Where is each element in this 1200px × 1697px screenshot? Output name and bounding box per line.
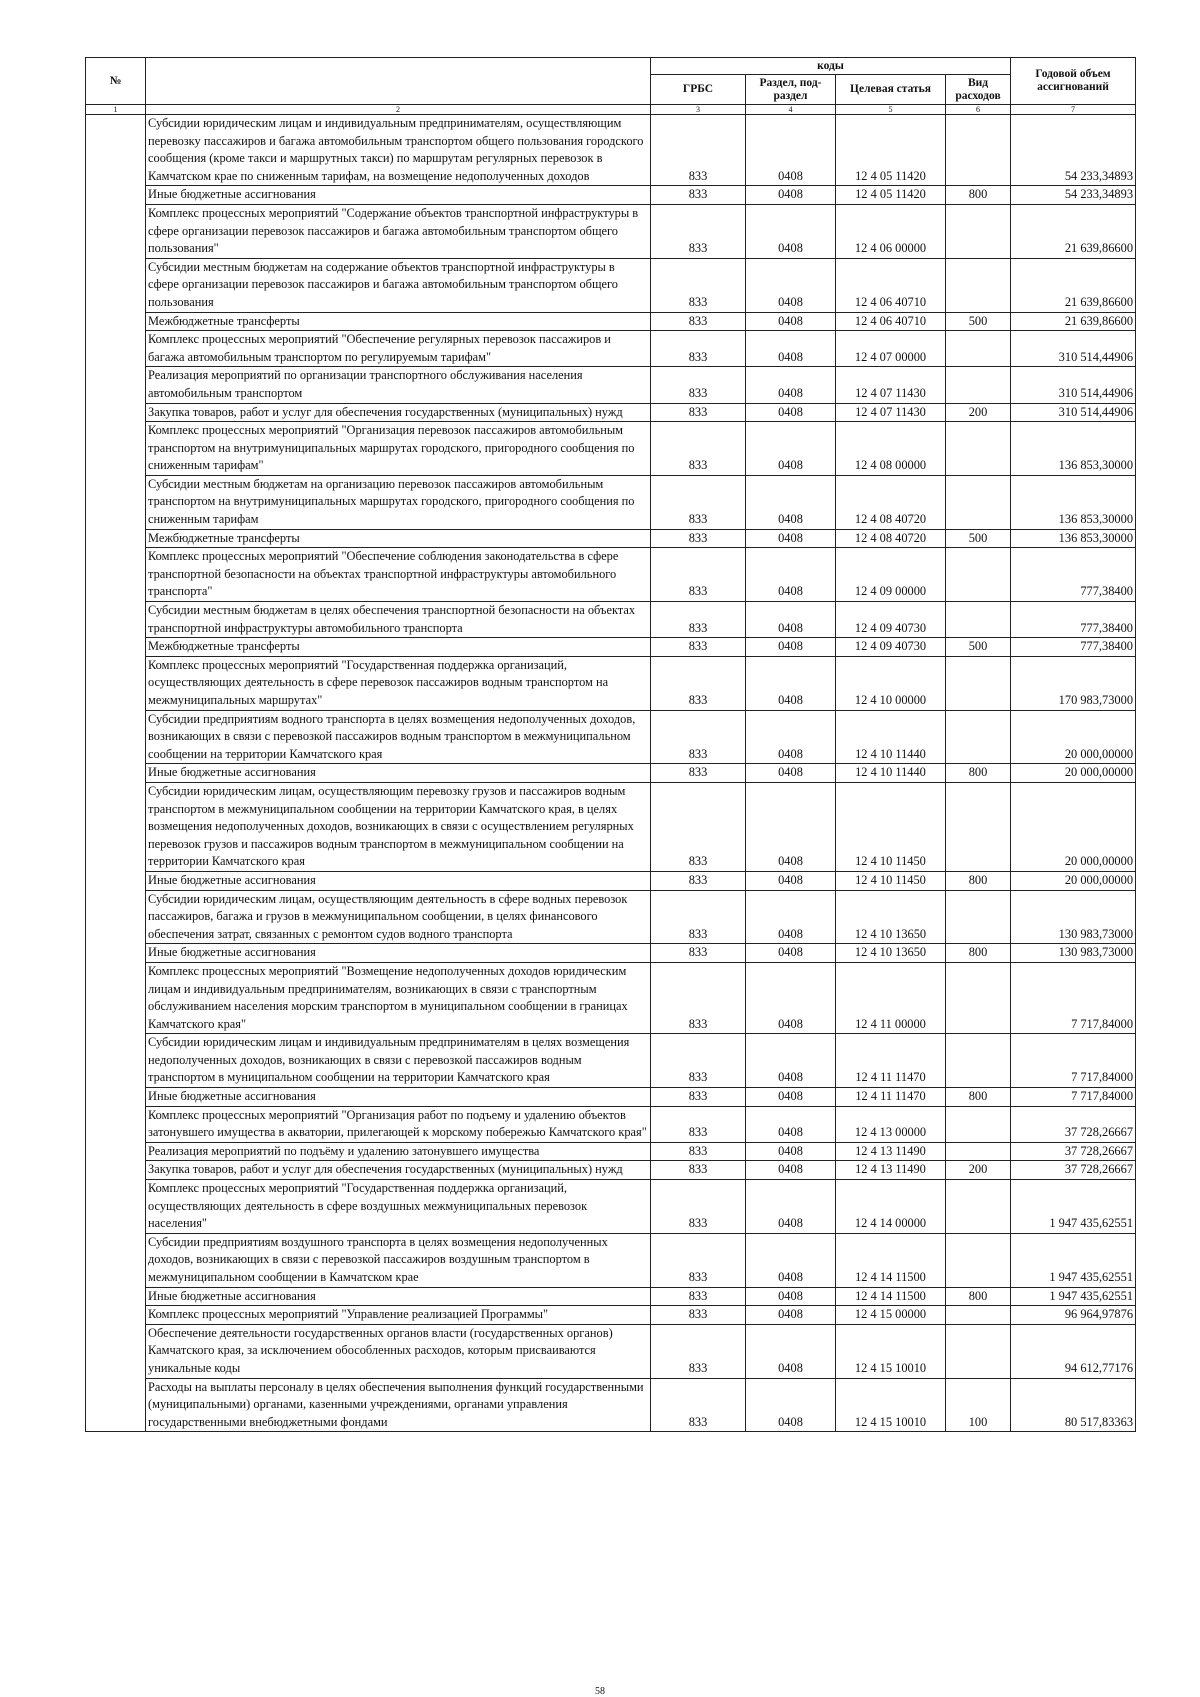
cell-grbs: 833 <box>651 1088 746 1107</box>
cell-annual-volume: 310 514,44906 <box>1011 367 1136 403</box>
cell-grbs: 833 <box>651 403 746 422</box>
header-name <box>146 58 651 105</box>
cell-number <box>86 548 146 602</box>
table-row <box>86 656 1136 710</box>
col-number-6: 6 <box>946 105 1011 115</box>
table-row <box>86 367 1136 403</box>
cell-razdel: 0408 <box>746 962 836 1033</box>
cell-target-article: 12 4 15 10010 <box>836 1324 946 1378</box>
cell-annual-volume: 94 612,77176 <box>1011 1324 1136 1378</box>
cell-annual-volume: 21 639,86600 <box>1011 258 1136 312</box>
cell-expense-type <box>946 331 1011 367</box>
cell-number <box>86 602 146 638</box>
cell-target-article: 12 4 07 00000 <box>836 331 946 367</box>
cell-target-article: 12 4 14 11500 <box>836 1287 946 1306</box>
cell-number <box>86 1378 146 1432</box>
table-row <box>86 529 1136 548</box>
cell-expense-type: 200 <box>946 1161 1011 1180</box>
cell-number <box>86 890 146 944</box>
cell-razdel: 0408 <box>746 871 836 890</box>
cell-grbs: 833 <box>651 1287 746 1306</box>
cell-grbs: 833 <box>651 422 746 476</box>
table-row <box>86 548 1136 602</box>
cell-grbs: 833 <box>651 186 746 205</box>
cell-target-article: 12 4 10 11440 <box>836 710 946 764</box>
cell-name: Закупка товаров, работ и услуг для обеспечения государственных (муниципальных) нужд <box>146 1161 651 1180</box>
table-row <box>86 764 1136 783</box>
cell-annual-volume: 54 233,34893 <box>1011 186 1136 205</box>
cell-expense-type <box>946 258 1011 312</box>
cell-expense-type <box>946 367 1011 403</box>
cell-target-article: 12 4 10 11450 <box>836 782 946 871</box>
col-number-2: 2 <box>146 105 651 115</box>
cell-expense-type <box>946 1233 1011 1287</box>
budget-table-sheet <box>85 57 1135 1432</box>
cell-number <box>86 764 146 783</box>
cell-target-article: 12 4 06 40710 <box>836 258 946 312</box>
cell-target-article: 12 4 15 10010 <box>836 1378 946 1432</box>
cell-number <box>86 312 146 331</box>
cell-annual-volume: 20 000,00000 <box>1011 764 1136 783</box>
cell-grbs: 833 <box>651 638 746 657</box>
col-number-4: 4 <box>746 105 836 115</box>
cell-name: Комплекс процессных мероприятий "Государственная поддержка организаций, осуществляющих деятельность в сфере перевозок пассажиров водным транспортом на межмуниципальных маршрутах" <box>146 656 651 710</box>
cell-grbs: 833 <box>651 656 746 710</box>
cell-annual-volume: 777,38400 <box>1011 602 1136 638</box>
cell-name: Субсидии предприятиям водного транспорта в целях возмещения недополученных доходов, возникающих в связи с перевозкой пассажиров водным транспортом в межмуниципальном сообщении на территории Камчатского края <box>146 710 651 764</box>
table-row <box>86 890 1136 944</box>
cell-annual-volume: 170 983,73000 <box>1011 656 1136 710</box>
cell-number <box>86 1088 146 1107</box>
cell-annual-volume: 136 853,30000 <box>1011 529 1136 548</box>
cell-name: Комплекс процессных мероприятий "Государственная поддержка организаций, осуществляющих деятельность в сфере воздушных межмуниципальных перевозок населения" <box>146 1180 651 1234</box>
cell-name: Иные бюджетные ассигнования <box>146 1287 651 1306</box>
cell-annual-volume: 1 947 435,62551 <box>1011 1180 1136 1234</box>
cell-grbs: 833 <box>651 548 746 602</box>
cell-razdel: 0408 <box>746 1161 836 1180</box>
table-row <box>86 312 1136 331</box>
cell-name: Комплекс процессных мероприятий "Возмещение недополученных доходов юридическим лицам и индивидуальным предпринимателям, возникающих в связи с транспортным обслуживанием населения морским транспортом в муниципальном сообщении в границах Камчатского края" <box>146 962 651 1033</box>
cell-number <box>86 1287 146 1306</box>
cell-annual-volume: 7 717,84000 <box>1011 962 1136 1033</box>
cell-name: Субсидии юридическим лицам и индивидуальным предпринимателям в целях возмещения недополученных доходов, возникающих в связи с перевозкой пассажиров водным транспортом в муниципальном сообщении на территории Камчатского края <box>146 1034 651 1088</box>
cell-expense-type <box>946 1324 1011 1378</box>
cell-annual-volume: 54 233,34893 <box>1011 115 1136 186</box>
cell-grbs: 833 <box>651 1142 746 1161</box>
cell-expense-type <box>946 1106 1011 1142</box>
cell-razdel: 0408 <box>746 1088 836 1107</box>
cell-number <box>86 710 146 764</box>
cell-grbs: 833 <box>651 1034 746 1088</box>
table-row <box>86 602 1136 638</box>
cell-annual-volume: 1 947 435,62551 <box>1011 1233 1136 1287</box>
cell-target-article: 12 4 09 40730 <box>836 638 946 657</box>
cell-razdel: 0408 <box>746 331 836 367</box>
cell-razdel: 0408 <box>746 115 836 186</box>
cell-razdel: 0408 <box>746 258 836 312</box>
header-vid: Вид расходов <box>946 75 1011 105</box>
table-row <box>86 1180 1136 1234</box>
table-row <box>86 258 1136 312</box>
cell-razdel: 0408 <box>746 1324 836 1378</box>
table-row <box>86 1287 1136 1306</box>
table-body <box>86 115 1136 1432</box>
cell-name: Субсидии юридическим лицам и индивидуальным предпринимателям, осуществляющим перевозку пассажиров и багажа автомобильным транспортом общего пользования городского сообщения (кроме такси и маршрутных такси) по маршрутам регулярных перевозок в Камчатском крае по сниженным тарифам, на возмещение недополученных доходов <box>146 115 651 186</box>
cell-razdel: 0408 <box>746 1233 836 1287</box>
cell-grbs: 833 <box>651 1161 746 1180</box>
cell-grbs: 833 <box>651 475 746 529</box>
cell-expense-type: 100 <box>946 1378 1011 1432</box>
header-number: № <box>86 58 146 105</box>
cell-grbs: 833 <box>651 258 746 312</box>
cell-name: Субсидии юридическим лицам, осуществляющим перевозку грузов и пассажиров водным транспортом в межмуниципальном сообщении на территории Камчатского края, в целях возмещения недополученных доходов, возникающих в связи с осуществлением регулярных перевозок грузов и пассажиров водным транспортом в межмуниципальном сообщении на территории Камчатского края <box>146 782 651 871</box>
table-row <box>86 944 1136 963</box>
table-row <box>86 1324 1136 1378</box>
header-codes: коды <box>651 58 1011 75</box>
cell-annual-volume: 20 000,00000 <box>1011 710 1136 764</box>
table-row <box>86 331 1136 367</box>
cell-expense-type: 800 <box>946 764 1011 783</box>
cell-razdel: 0408 <box>746 529 836 548</box>
cell-target-article: 12 4 09 40730 <box>836 602 946 638</box>
cell-annual-volume: 37 728,26667 <box>1011 1106 1136 1142</box>
cell-target-article: 12 4 08 40720 <box>836 475 946 529</box>
cell-expense-type <box>946 602 1011 638</box>
cell-grbs: 833 <box>651 1233 746 1287</box>
cell-number <box>86 529 146 548</box>
cell-expense-type <box>946 1180 1011 1234</box>
cell-number <box>86 367 146 403</box>
table-row <box>86 710 1136 764</box>
cell-razdel: 0408 <box>746 475 836 529</box>
cell-annual-volume: 130 983,73000 <box>1011 944 1136 963</box>
cell-name: Межбюджетные трансферты <box>146 312 651 331</box>
table-row <box>86 1088 1136 1107</box>
cell-annual-volume: 21 639,86600 <box>1011 312 1136 331</box>
cell-grbs: 833 <box>651 331 746 367</box>
cell-name: Комплекс процессных мероприятий "Организация работ по подъему и удалению объектов затонувшего имущества в акватории, прилегающей к морскому побережью Камчатского края" <box>146 1106 651 1142</box>
cell-target-article: 12 4 13 11490 <box>836 1161 946 1180</box>
cell-expense-type: 500 <box>946 529 1011 548</box>
cell-razdel: 0408 <box>746 710 836 764</box>
cell-name: Закупка товаров, работ и услуг для обеспечения государственных (муниципальных) нужд <box>146 403 651 422</box>
cell-annual-volume: 37 728,26667 <box>1011 1161 1136 1180</box>
cell-name: Реализация мероприятий по организации транспортного обслуживания населения автомобильным транспортом <box>146 367 651 403</box>
cell-grbs: 833 <box>651 204 746 258</box>
cell-annual-volume: 136 853,30000 <box>1011 475 1136 529</box>
cell-razdel: 0408 <box>746 403 836 422</box>
cell-grbs: 833 <box>651 1378 746 1432</box>
cell-expense-type <box>946 782 1011 871</box>
cell-number <box>86 331 146 367</box>
cell-number <box>86 1161 146 1180</box>
cell-number <box>86 944 146 963</box>
col-number-5: 5 <box>836 105 946 115</box>
cell-grbs: 833 <box>651 962 746 1033</box>
cell-name: Комплекс процессных мероприятий "Обеспечение соблюдения законодательства в сфере транспортной безопасности на объектах транспортной инфраструктуры автомобильного транспорта" <box>146 548 651 602</box>
cell-annual-volume: 1 947 435,62551 <box>1011 1287 1136 1306</box>
cell-grbs: 833 <box>651 890 746 944</box>
table-row <box>86 1106 1136 1142</box>
cell-number <box>86 782 146 871</box>
cell-razdel: 0408 <box>746 656 836 710</box>
cell-number <box>86 1142 146 1161</box>
table-row <box>86 871 1136 890</box>
cell-number <box>86 115 146 186</box>
cell-target-article: 12 4 15 00000 <box>836 1306 946 1325</box>
cell-grbs: 833 <box>651 529 746 548</box>
cell-target-article: 12 4 10 00000 <box>836 656 946 710</box>
cell-target-article: 12 4 06 00000 <box>836 204 946 258</box>
cell-target-article: 12 4 08 00000 <box>836 422 946 476</box>
cell-name: Межбюджетные трансферты <box>146 529 651 548</box>
cell-grbs: 833 <box>651 764 746 783</box>
cell-target-article: 12 4 08 40720 <box>836 529 946 548</box>
cell-number <box>86 1324 146 1378</box>
cell-name: Расходы на выплаты персоналу в целях обеспечения выполнения функций государственными (муниципальными) органами, казенными учреждениями, органами управления государственными внебюджетными фондами <box>146 1378 651 1432</box>
cell-number <box>86 204 146 258</box>
cell-number <box>86 403 146 422</box>
cell-annual-volume: 777,38400 <box>1011 638 1136 657</box>
cell-name: Обеспечение деятельности государственных органов власти (государственных органов) Камчатского края, за исключением обособленных расходов, которым присваиваются уникальные коды <box>146 1324 651 1378</box>
cell-annual-volume: 7 717,84000 <box>1011 1034 1136 1088</box>
cell-annual-volume: 130 983,73000 <box>1011 890 1136 944</box>
cell-razdel: 0408 <box>746 1287 836 1306</box>
col-number-1: 1 <box>86 105 146 115</box>
cell-expense-type <box>946 710 1011 764</box>
cell-number <box>86 475 146 529</box>
cell-grbs: 833 <box>651 602 746 638</box>
cell-grbs: 833 <box>651 1324 746 1378</box>
cell-target-article: 12 4 13 00000 <box>836 1106 946 1142</box>
cell-expense-type <box>946 1034 1011 1088</box>
cell-name: Иные бюджетные ассигнования <box>146 1088 651 1107</box>
col-number-7: 7 <box>1011 105 1136 115</box>
cell-annual-volume: 310 514,44906 <box>1011 403 1136 422</box>
cell-razdel: 0408 <box>746 638 836 657</box>
cell-razdel: 0408 <box>746 204 836 258</box>
cell-expense-type <box>946 962 1011 1033</box>
cell-target-article: 12 4 14 11500 <box>836 1233 946 1287</box>
table-row <box>86 1233 1136 1287</box>
cell-number <box>86 1034 146 1088</box>
cell-expense-type: 500 <box>946 312 1011 331</box>
cell-name: Комплекс процессных мероприятий "Содержание объектов транспортной инфраструктуры в сфере организации перевозок пассажиров и багажа автомобильным транспортом общего пользования" <box>146 204 651 258</box>
cell-target-article: 12 4 10 13650 <box>836 944 946 963</box>
cell-annual-volume: 20 000,00000 <box>1011 871 1136 890</box>
cell-expense-type <box>946 890 1011 944</box>
cell-name: Субсидии предприятиям воздушного транспорта в целях возмещения недополученных доходов, возникающих в связи с перевозкой пассажиров воздушным транспортом в межмуниципальном сообщении в Камчатском крае <box>146 1233 651 1287</box>
cell-expense-type <box>946 656 1011 710</box>
cell-annual-volume: 80 517,83363 <box>1011 1378 1136 1432</box>
header-razdel: Раздел, под-раздел <box>746 75 836 105</box>
table-row <box>86 1161 1136 1180</box>
cell-name: Субсидии юридическим лицам, осуществляющим деятельность в сфере водных перевозок пассажиров, багажа и грузов в межмуниципальном сообщении, в целях финансового обеспечения затрат, связанных с ремонтом судов водного транспорта <box>146 890 651 944</box>
cell-annual-volume: 21 639,86600 <box>1011 204 1136 258</box>
cell-expense-type <box>946 422 1011 476</box>
cell-target-article: 12 4 11 00000 <box>836 962 946 1033</box>
cell-grbs: 833 <box>651 115 746 186</box>
cell-grbs: 833 <box>651 871 746 890</box>
cell-expense-type: 800 <box>946 944 1011 963</box>
cell-number <box>86 1233 146 1287</box>
cell-name: Иные бюджетные ассигнования <box>146 186 651 205</box>
cell-number <box>86 638 146 657</box>
cell-target-article: 12 4 07 11430 <box>836 403 946 422</box>
cell-name: Комплекс процессных мероприятий "Управление реализацией Программы" <box>146 1306 651 1325</box>
cell-razdel: 0408 <box>746 890 836 944</box>
cell-target-article: 12 4 11 11470 <box>836 1034 946 1088</box>
cell-number <box>86 186 146 205</box>
cell-name: Субсидии местным бюджетам в целях обеспечения транспортной безопасности на объектах транспортной инфраструктуры автомобильного транспорта <box>146 602 651 638</box>
cell-name: Иные бюджетные ассигнования <box>146 944 651 963</box>
cell-name: Иные бюджетные ассигнования <box>146 764 651 783</box>
cell-grbs: 833 <box>651 710 746 764</box>
cell-razdel: 0408 <box>746 764 836 783</box>
cell-name: Комплекс процессных мероприятий "Организация перевозок пассажиров автомобильным транспортом на внутримуниципальных маршрутах городского, пригородного сообщения по сниженным тарифам" <box>146 422 651 476</box>
cell-expense-type: 200 <box>946 403 1011 422</box>
cell-name: Комплекс процессных мероприятий "Обеспечение регулярных перевозок пассажиров и багажа автомобильным транспортом по регулируемым тарифам" <box>146 331 651 367</box>
cell-razdel: 0408 <box>746 186 836 205</box>
cell-expense-type <box>946 1306 1011 1325</box>
cell-annual-volume: 136 853,30000 <box>1011 422 1136 476</box>
cell-razdel: 0408 <box>746 1034 836 1088</box>
cell-target-article: 12 4 09 00000 <box>836 548 946 602</box>
table-row <box>86 1306 1136 1325</box>
cell-expense-type <box>946 475 1011 529</box>
table-row <box>86 638 1136 657</box>
cell-target-article: 12 4 10 11450 <box>836 871 946 890</box>
cell-name: Иные бюджетные ассигнования <box>146 871 651 890</box>
cell-expense-type: 800 <box>946 1287 1011 1306</box>
cell-name: Субсидии местным бюджетам на организацию перевозок пассажиров автомобильным транспортом на внутримуниципальных маршрутах городского, пригородного сообщения по сниженным тарифам <box>146 475 651 529</box>
cell-razdel: 0408 <box>746 422 836 476</box>
cell-annual-volume: 777,38400 <box>1011 548 1136 602</box>
header-volume: Годовой объем ассигнований <box>1011 58 1136 105</box>
cell-target-article: 12 4 05 11420 <box>836 186 946 205</box>
cell-expense-type <box>946 548 1011 602</box>
cell-razdel: 0408 <box>746 1106 836 1142</box>
table-row <box>86 962 1136 1033</box>
budget-table <box>85 57 1136 1432</box>
header-celevaya: Целевая статья <box>836 75 946 105</box>
cell-target-article: 12 4 10 11440 <box>836 764 946 783</box>
cell-target-article: 12 4 05 11420 <box>836 115 946 186</box>
cell-razdel: 0408 <box>746 944 836 963</box>
cell-expense-type: 800 <box>946 186 1011 205</box>
cell-target-article: 12 4 06 40710 <box>836 312 946 331</box>
cell-grbs: 833 <box>651 782 746 871</box>
cell-number <box>86 258 146 312</box>
cell-razdel: 0408 <box>746 548 836 602</box>
header-grbs: ГРБС <box>651 75 746 105</box>
cell-name: Субсидии местным бюджетам на содержание объектов транспортной инфраструктуры в сфере организации перевозок пассажиров и багажа автомобильным транспортом общего пользования <box>146 258 651 312</box>
cell-annual-volume: 96 964,97876 <box>1011 1306 1136 1325</box>
cell-number <box>86 422 146 476</box>
cell-expense-type <box>946 115 1011 186</box>
cell-name: Межбюджетные трансферты <box>146 638 651 657</box>
table-row <box>86 403 1136 422</box>
cell-target-article: 12 4 11 11470 <box>836 1088 946 1107</box>
table-row <box>86 115 1136 186</box>
cell-number <box>86 871 146 890</box>
cell-expense-type <box>946 204 1011 258</box>
table-row <box>86 1142 1136 1161</box>
cell-razdel: 0408 <box>746 1142 836 1161</box>
table-row <box>86 422 1136 476</box>
cell-number <box>86 1106 146 1142</box>
cell-razdel: 0408 <box>746 367 836 403</box>
cell-target-article: 12 4 14 00000 <box>836 1180 946 1234</box>
cell-annual-volume: 7 717,84000 <box>1011 1088 1136 1107</box>
cell-annual-volume: 310 514,44906 <box>1011 331 1136 367</box>
cell-target-article: 12 4 13 11490 <box>836 1142 946 1161</box>
cell-expense-type: 800 <box>946 1088 1011 1107</box>
cell-expense-type: 800 <box>946 871 1011 890</box>
cell-razdel: 0408 <box>746 782 836 871</box>
table-row <box>86 782 1136 871</box>
cell-number <box>86 1180 146 1234</box>
cell-grbs: 833 <box>651 312 746 331</box>
cell-razdel: 0408 <box>746 312 836 331</box>
cell-grbs: 833 <box>651 1106 746 1142</box>
cell-razdel: 0408 <box>746 602 836 638</box>
cell-number <box>86 656 146 710</box>
cell-grbs: 833 <box>651 1306 746 1325</box>
table-row <box>86 186 1136 205</box>
table-row <box>86 1034 1136 1088</box>
cell-annual-volume: 37 728,26667 <box>1011 1142 1136 1161</box>
cell-number <box>86 1306 146 1325</box>
cell-annual-volume: 20 000,00000 <box>1011 782 1136 871</box>
cell-expense-type: 500 <box>946 638 1011 657</box>
cell-razdel: 0408 <box>746 1378 836 1432</box>
cell-number <box>86 962 146 1033</box>
table-row <box>86 1378 1136 1432</box>
cell-grbs: 833 <box>651 367 746 403</box>
table-row <box>86 204 1136 258</box>
cell-target-article: 12 4 10 13650 <box>836 890 946 944</box>
col-number-3: 3 <box>651 105 746 115</box>
cell-target-article: 12 4 07 11430 <box>836 367 946 403</box>
cell-razdel: 0408 <box>746 1306 836 1325</box>
cell-expense-type <box>946 1142 1011 1161</box>
table-row <box>86 475 1136 529</box>
cell-razdel: 0408 <box>746 1180 836 1234</box>
cell-grbs: 833 <box>651 944 746 963</box>
page-number: 58 <box>595 1686 605 1697</box>
cell-grbs: 833 <box>651 1180 746 1234</box>
cell-name: Реализация мероприятий по подъёму и удалению затонувшего имущества <box>146 1142 651 1161</box>
